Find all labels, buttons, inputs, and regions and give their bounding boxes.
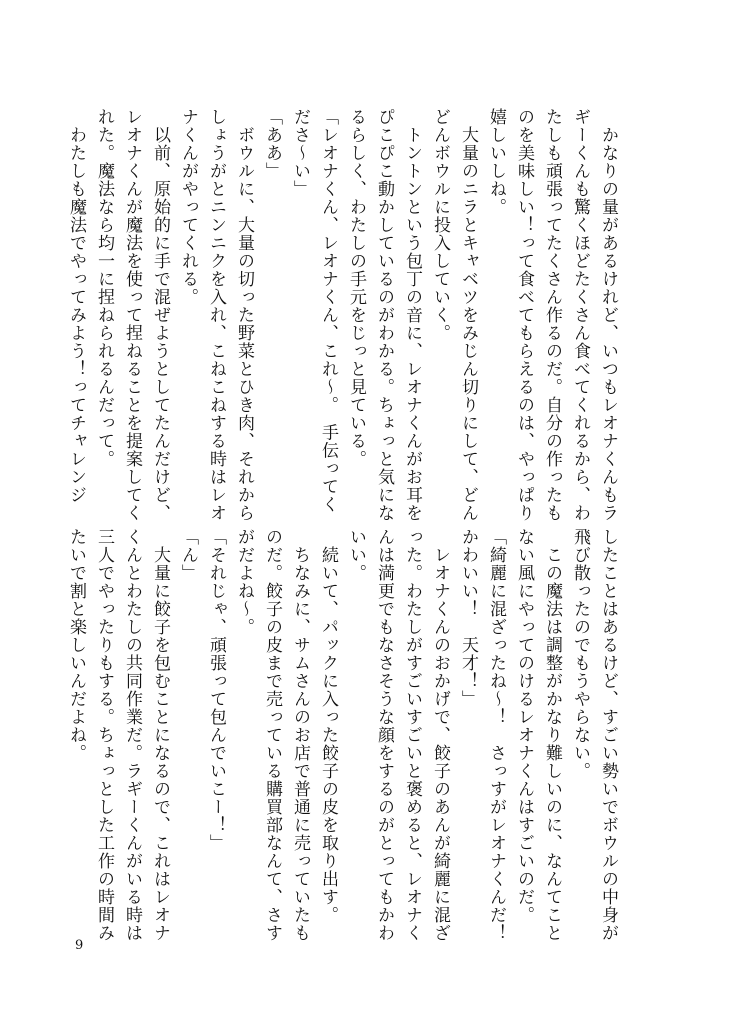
- text-line: たいで割と楽しいんだよね。: [66, 528, 86, 762]
- text-line: 「それじゃ、頑張って包んでいこー！」: [206, 528, 226, 852]
- text-line: この魔法は調整がかなり難しいのに、なんてこと: [542, 528, 562, 942]
- text-line: ださ〜い」: [290, 108, 310, 198]
- text-line: 「ああ」: [262, 108, 282, 180]
- text-line: かわいい！ 天才！」: [458, 528, 478, 708]
- text-line: 以前、原始的に手で混ぜようとしてたんだけど、: [150, 108, 170, 522]
- text-line: レオナくんのおかげで、餃子のあんが綺麗に混ざ: [430, 528, 450, 942]
- text-line: のを美味しい！って食べてもらえるのは、やっぱり: [514, 108, 534, 522]
- text-line: 「レオナくん、レオナくん、これ〜。 手伝ってく: [318, 108, 338, 514]
- text-line: ない風にやってのけるレオナくんはすごいのだ。: [514, 528, 534, 924]
- text-line: 大量に餃子を包むことになるので、これはレオナ: [150, 528, 170, 942]
- text-line: れた。魔法なら均一に捏ねられるんだって。: [94, 108, 114, 468]
- text-line: るらしく、わたしの手元をじっと見ている。: [346, 108, 366, 468]
- text-line: 「ん」: [178, 528, 198, 582]
- text-line: たしも頑張ってたくさん作るのだ。自分の作ったも: [542, 108, 562, 522]
- text-line: 嬉しいしね。: [486, 108, 506, 216]
- text-line: かなりの量があるけれど、いつもレオナくんもラ: [598, 108, 618, 522]
- text-line: がだよね〜。: [234, 528, 254, 636]
- text-line: くんとわたしの共同作業だ。ラギーくんがいる時は: [122, 528, 142, 942]
- text-line: したことはあるけど、すごい勢いでボウルの中身が: [598, 528, 618, 942]
- text-line: ぴこぴこ動かしているのがわかる。ちょっと気にな: [374, 108, 394, 522]
- text-line: のだ。餃子の皮まで売っている購買部なんて、さす: [262, 528, 282, 942]
- text-line: わたしも魔法でやってみよう！ってチャレンジ: [66, 108, 86, 504]
- text-line: ギーくんも驚くほどたくさん食べてくれるから、わ: [570, 108, 590, 522]
- text-line: 飛び散ったのでもうやらない。: [570, 528, 590, 780]
- text-line: ナくんがやってくれる。: [178, 108, 198, 306]
- text-line: どんボウルに投入していく。: [430, 108, 450, 342]
- text-line: レオナくんが魔法を使って捏ねることを提案してく: [122, 108, 142, 522]
- text-line: 続いて、パックに入った餃子の皮を取り出す。: [318, 528, 338, 924]
- text-line: ボウルに、大量の切った野菜とひき肉、それから: [234, 108, 254, 522]
- text-line: しょうがとニンニクを入れ、こねこねする時はレオ: [206, 108, 226, 522]
- page-number: 9: [75, 938, 84, 953]
- text-line: 大量のニラとキャベツをみじん切りにして、どん: [458, 108, 478, 522]
- text-block-bottom: [66, 528, 622, 948]
- text-line: った。わたしがすごいすごいと褒めると、レオナく: [402, 528, 422, 942]
- text-line: ちなみに、サムさんのお店で普通に売っていたも: [290, 528, 310, 942]
- text-line: んは満更でもなさそうな顔をするのがとってもかわ: [374, 528, 394, 942]
- text-line: 三人でやったりもする。ちょっとした工作の時間み: [94, 528, 114, 942]
- text-line: 「綺麗に混ざったね〜！ さっすがレオナくんだ！: [486, 528, 506, 942]
- text-block-top: [66, 108, 622, 528]
- text-line: トントンという包丁の音に、レオナくんがお耳を: [402, 108, 422, 522]
- text-line: いい。: [346, 528, 366, 582]
